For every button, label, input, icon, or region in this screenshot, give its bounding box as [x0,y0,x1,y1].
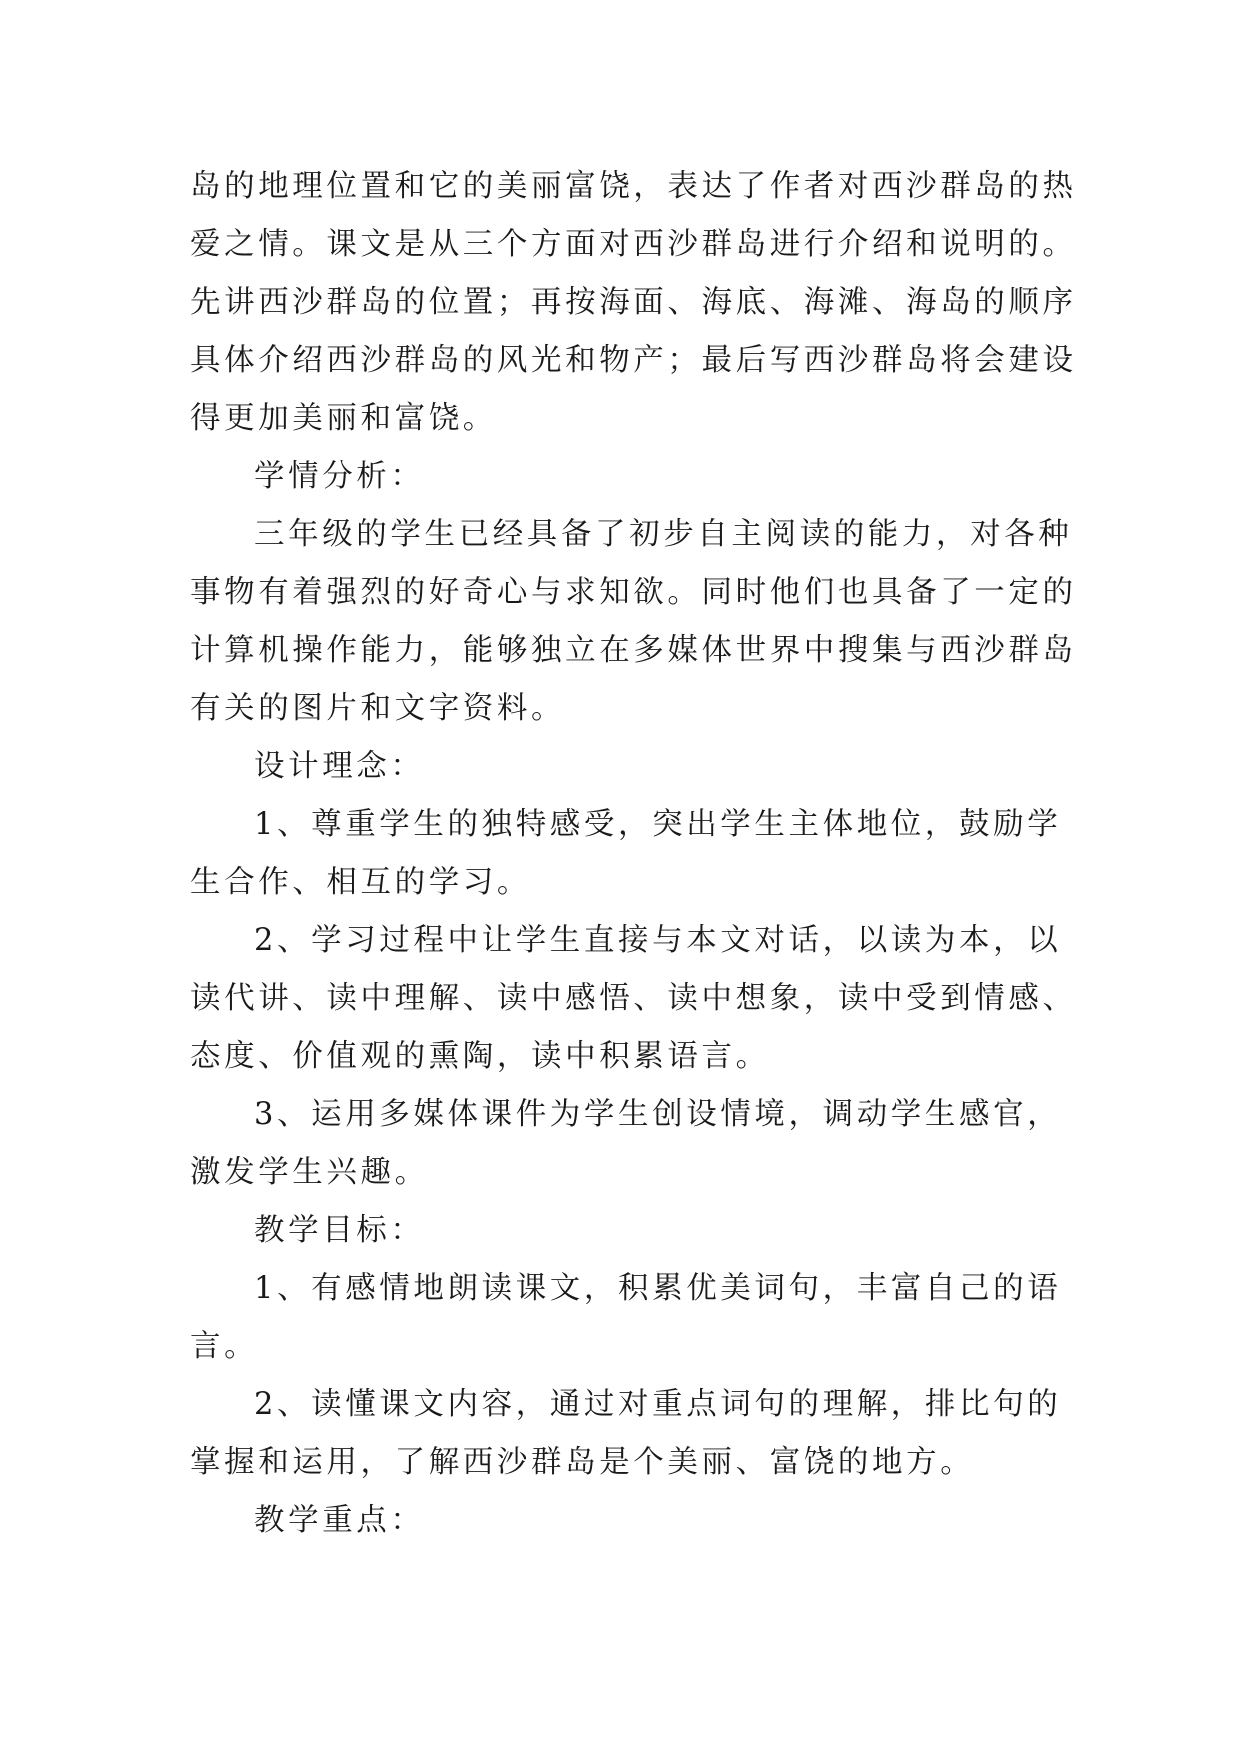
text-line: 激发学生兴趣。 [190,1155,429,1190]
text-line: 得更加美丽和富饶。 [190,401,497,436]
text-line: 2、学习过程中让学生直接与本文对话，以读为本，以 [254,923,1062,958]
text-line: 言。 [190,1329,259,1364]
text-line: 先讲西沙群岛的位置；再按海面、海底、海滩、海岛的顺序 [190,285,1077,320]
text-line: 岛的地理位置和它的美丽富饶，表达了作者对西沙群岛的热 [190,169,1077,204]
text-line: 有关的图片和文字资料。 [190,691,566,726]
section-heading-teaching-goals: 教学目标： [254,1213,425,1248]
text-line: 具体介绍西沙群岛的风光和物产；最后写西沙群岛将会建设 [190,343,1077,378]
document-body [190,158,1077,1550]
text-line: 掌握和运用，了解西沙群岛是个美丽、富饶的地方。 [190,1445,975,1480]
text-line: 1、尊重学生的独特感受，突出学生主体地位，鼓励学 [254,807,1062,842]
text-line: 2、读懂课文内容，通过对重点词句的理解，排比句的 [254,1387,1062,1422]
section-heading-design-concept: 设计理念： [254,749,425,784]
text-line: 计算机操作能力，能够独立在多媒体世界中搜集与西沙群岛 [190,633,1077,668]
text-line: 生合作、相互的学习。 [190,865,531,900]
text-line: 3、运用多媒体课件为学生创设情境，调动学生感官， [254,1097,1062,1132]
text-line: 态度、价值观的熏陶，读中积累语言。 [190,1039,770,1074]
text-line: 爱之情。课文是从三个方面对西沙群岛进行介绍和说明的。 [190,227,1077,262]
text-line: 事物有着强烈的好奇心与求知欲。同时他们也具备了一定的 [190,575,1077,610]
section-heading-teaching-focus: 教学重点： [254,1503,425,1538]
text-line: 1、有感情地朗读课文，积累优美词句，丰富自己的语 [254,1271,1062,1306]
section-heading-learning-analysis: 学情分析： [254,459,425,494]
text-line: 三年级的学生已经具备了初步自主阅读的能力，对各种 [254,517,1073,552]
text-line: 读代讲、读中理解、读中感悟、读中想象，读中受到情感、 [190,981,1077,1016]
